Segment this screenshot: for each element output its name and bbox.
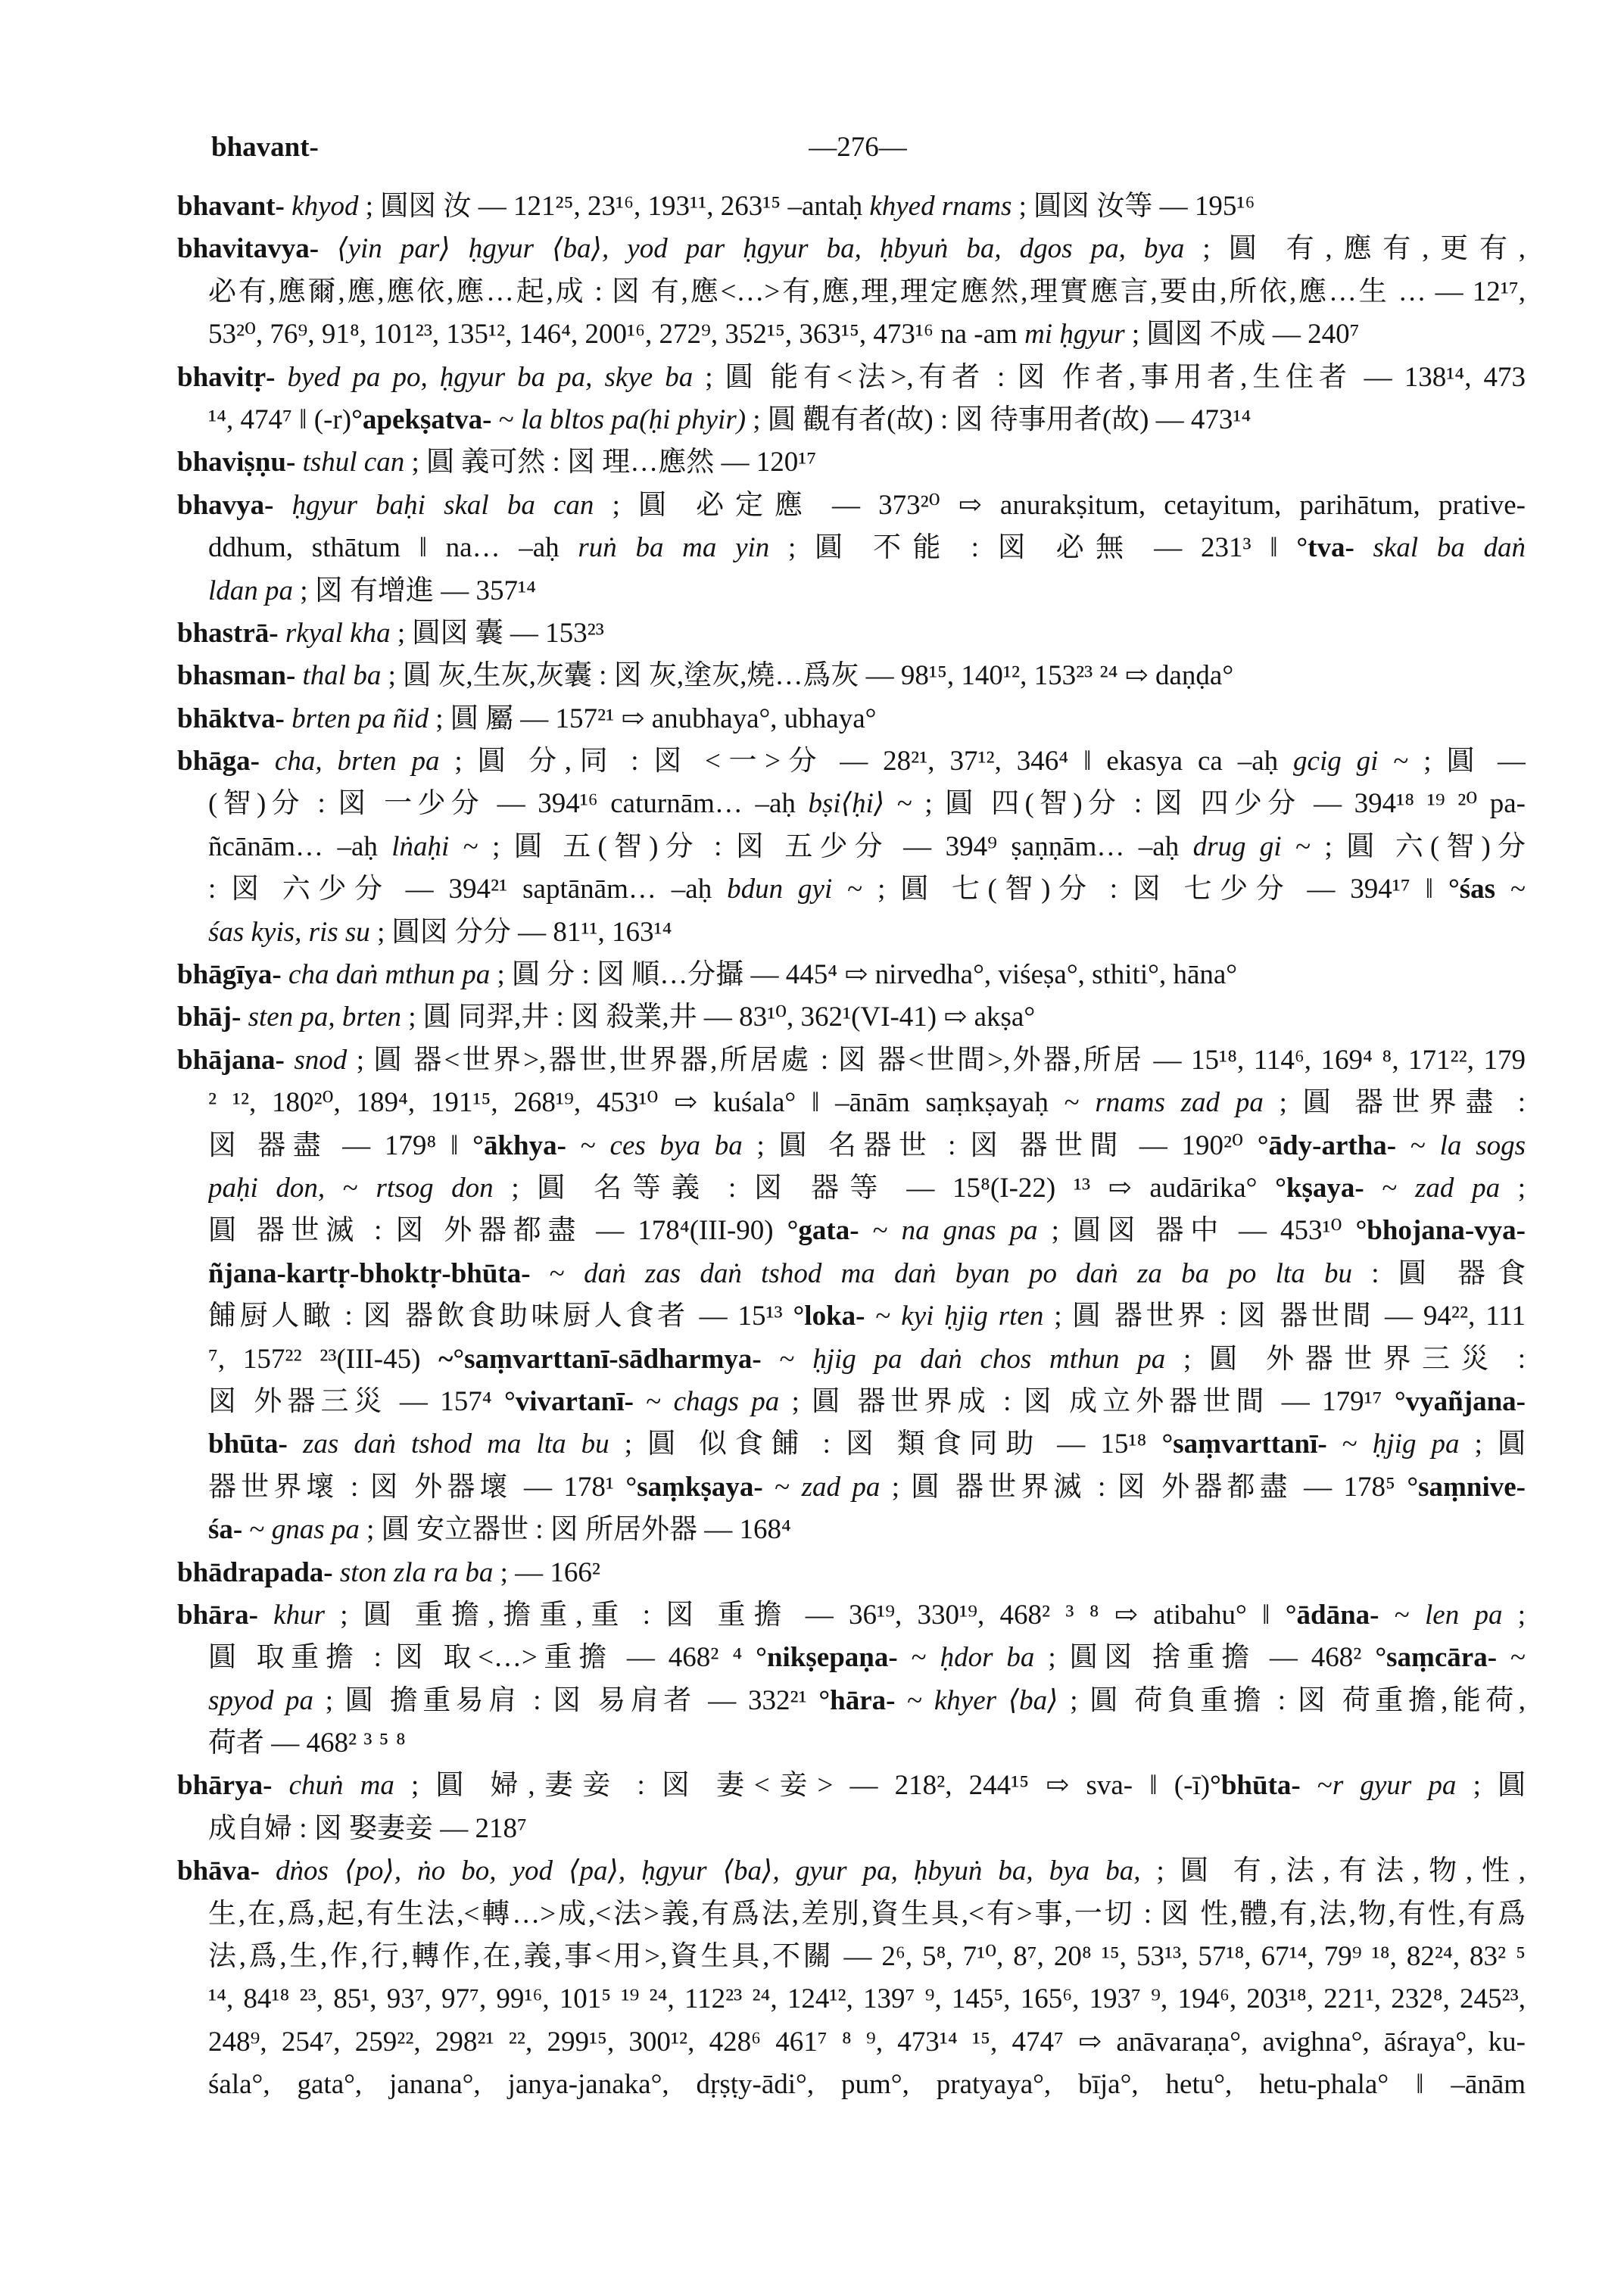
text-run: ; 圓図 囊 — 153²³ [390,617,604,649]
dictionary-entry [177,740,1526,954]
sanskrit-term: śa- [208,1514,243,1546]
tibetan-term: rnams zad pa [1095,1087,1264,1119]
sanskrit-term: °saṃvarttanī- [1161,1428,1327,1460]
tibetan-term: byed pa po, ḥgyur ba pa, skye ba [287,361,694,393]
entry-continuation-line [208,1167,1526,1210]
tibetan-term: skal ba daṅ [1373,532,1526,564]
tibetan-term: thal ba [302,660,382,692]
text-run: 図 器盡 — 179⁸ ‖ [208,1129,473,1161]
tibetan-term: la sogs [1439,1129,1526,1161]
text-run: ~ [530,1257,584,1289]
entry-continuation-line [208,1893,1526,1936]
tibetan-term: paḥi don, [208,1172,326,1204]
text-run: 餔厨人瞰 : 図 器飲食助味厨人食者 — 15¹³ [208,1301,793,1332]
sanskrit-term: bhaviṣṇu- [177,447,303,478]
entry-continuation-line [208,1978,1526,2020]
entry-head-line [177,1594,1526,1637]
entry-head-line [177,1039,1526,1082]
text-run: ; 圓図 捨重擔 — 468² [1034,1642,1376,1674]
dictionary-entry [177,357,1526,442]
tibetan-term: zad pa [801,1471,881,1503]
tibetan-term: chuṅ ma [288,1770,394,1802]
text-run: ~ [1396,1129,1440,1161]
entry-head-line [177,740,1526,783]
text-run: ~ [566,1129,610,1161]
text-run: ; 圓 灰,生灰,灰囊 : 図 灰,塗灰,燒…爲灰 — 98¹⁵, 140¹², 153²³ ²⁴ ⇨ daṇḍa° [381,660,1234,692]
entry-continuation-line [208,271,1526,313]
text-run: ~ [1326,1428,1373,1460]
sanskrit-term: bhādrapada- [177,1556,340,1588]
tibetan-term: r gyur pa [1332,1770,1457,1802]
entry-continuation-line [208,868,1526,911]
entry-continuation-line [208,2064,1526,2106]
sanskrit-term: °ādāna- [1285,1599,1379,1631]
sanskrit-term: °saṃcāra- [1375,1642,1498,1674]
entry-continuation-line [208,1423,1526,1466]
text-run: ~ ; 圓 七(智)分 : 図 七少分 — 394¹⁷ ‖ [832,874,1448,905]
dictionary-entry [177,441,1526,484]
text-run: ; 圓 觀有者(故) : 図 待事用者(故) — 473¹⁴ [746,403,1252,435]
text-run: ; — 166² [493,1556,601,1588]
text-run: 圓 取重擔 : 図 取<…>重擔 — 468² ⁴ [208,1642,756,1674]
entry-continuation-line [208,1338,1526,1381]
text-run: ; 圓 重擔,擔重,重 : 図 重擔 — 36¹⁹, 330¹⁹, 468² ³ ⁸ ⇨ atibahu° ‖ [324,1599,1286,1631]
sanskrit-term: °apekṣatva- [351,403,492,435]
tibetan-term: gcig gi [1293,746,1379,777]
page-number: —276— [809,132,907,163]
text-run: 器世界壞 : 図 外器壞 — 178¹ [208,1471,626,1503]
dictionary-entry [177,996,1526,1039]
sanskrit-term: °kṣaya- [1275,1172,1364,1204]
sanskrit-term: °bhūta- [1210,1770,1301,1802]
tibetan-term: zad pa [1415,1172,1501,1204]
text-run: 生,在,爲,起,有生法,<轉…>成,<法>義,有爲法,差別,資生具,<有>事,一切 : 図 性,體,有,法,物,有性,有爲 [208,1898,1526,1930]
tibetan-term: mi ḥgyur [1024,319,1125,350]
text-run: ; 圓 有,應有,更有, [1184,233,1526,265]
text-run: ; 圓 擔重易肩 : 図 易肩者 — 332²¹ [313,1684,819,1716]
tibetan-term: khyed rnams [869,191,1012,222]
sanskrit-term: ~°saṃvarttanī-sādharmya- [438,1343,762,1375]
dictionary-entries [177,185,1526,2107]
tibetan-term: cha, brten pa [274,746,440,777]
dictionary-entry [177,655,1526,697]
text-run: ; 圓 屬 — 157²¹ ⇨ anubhaya°, ubhaya° [429,703,877,734]
text-run: ; 圓 器世界滅 : 図 外器都盡 — 178⁵ [880,1471,1407,1503]
sanskrit-term: °nikṣepaṇa- [756,1642,898,1674]
sanskrit-term: bhavitṛ- [177,361,288,393]
entry-head-line [177,228,1526,270]
sanskrit-term: °ākhya- [472,1129,566,1161]
text-run: ~ [1495,874,1526,905]
dictionary-entry [177,185,1526,228]
entry-continuation-line [208,1210,1526,1252]
sanskrit-term: °śas [1448,874,1496,905]
text-run: ; 圓 有,法,有法,物,性, [1140,1855,1526,1887]
sanskrit-term: °ādy-artha- [1257,1129,1397,1161]
tibetan-term: ḥdor ba [940,1642,1035,1674]
entry-continuation-line [208,1936,1526,1978]
tibetan-term: khyer ⟨ba⟩ [934,1684,1058,1716]
text-run: śala°, gata°, janana°, janya-janaka°, dṛṣṭy-ādi°, pum°, pratyaya°, bīja°, hetu°, hetu-phala° ‖ –ānām [208,2069,1526,2101]
tibetan-term: ces bya ba [609,1129,743,1161]
text-run: ; 圓 能有<法>,有者 : 図 作者,事用者,生住者 — 138¹⁴, 473 [693,361,1526,393]
text-run: ~ [897,1642,940,1674]
text-run: 248⁹, 254⁷, 259²², 298²¹ ²², 299¹⁵, 300¹², 428⁶ 461⁷ ⁸ ⁹, 473¹⁴ ¹⁵, 474⁷ ⇨ anāvaraṇa°, avighna°, āśraya°, ku- [208,2026,1526,2058]
tibetan-term: ḥgyur baḥi skal ba can [291,489,594,521]
dictionary-entry [177,698,1526,740]
entry-head-line [177,996,1526,1039]
text-run: ; 圓 分,同 : 図 <一>分 — 28²¹, 37¹², 346⁴ ‖ ekasya ca –aḥ [439,746,1294,777]
sanskrit-term: bhastrā- [177,617,285,649]
tibetan-term: ldan pa [208,575,294,606]
tibetan-term: sten pa, brten [248,1002,402,1033]
tibetan-term: ruṅ ba ma yin [578,532,770,564]
sanskrit-term: °vyañjana- [1394,1385,1526,1417]
entry-continuation-line [208,1125,1526,1167]
text-run: 必有,應爾,應,應依,應…起,成 : 図 有,應<…>有,應,理,理定應然,理實應言,要由,所依,應…生 … — 12¹⁷, [208,276,1526,307]
entry-continuation-line [208,911,1526,954]
text-run: ; 圓 同羿,井 : 図 殺業,井 — 83¹⁰, 362¹(VI-41) ⇨ akṣa° [401,1002,1036,1033]
text-run: ; 圓 外器世界三災 : [1165,1343,1526,1375]
text-run: ~ [1300,1770,1333,1802]
text-run: ~ [1497,1642,1526,1674]
sanskrit-term: °saṃkṣaya- [625,1471,763,1503]
text-run: ~ ; 圓 四(智)分 : 図 四少分 — 394¹⁸ ¹⁹ ²⁰ pa- [884,788,1526,820]
sanskrit-term: ñjana-kartṛ-bhoktṛ-bhūta- [208,1257,531,1289]
text-run: ; 圓 安立器世 : 図 所居外器 — 168⁴ [359,1514,791,1546]
text-run: ~ ; 圓 六(智)分 [1281,830,1526,862]
sanskrit-term: bhūta- [208,1428,288,1460]
text-run: ; 圓 似食餔 : 図 類食同助 — 15¹⁸ [609,1428,1162,1460]
tibetan-term: na gnas pa [901,1215,1038,1247]
dictionary-entry [177,612,1526,655]
dictionary-entry [177,1039,1526,1552]
dictionary-entry [177,228,1526,356]
tibetan-term: dṅos ⟨po⟩, ṅo bo, yod ⟨pa⟩, ḥgyur ⟨ba⟩, gyur pa, ḥbyuṅ ba, bya ba, [276,1855,1141,1887]
entry-head-line [177,441,1526,484]
tibetan-term: ston zla ra ba [339,1556,494,1588]
entry-head-line [177,612,1526,655]
text-run: ddhum, sthātum ‖ na… –aḥ [208,532,578,564]
dictionary-entry [177,1552,1526,1594]
text-run: ~ ; 圓 — [1378,746,1526,777]
tibetan-term: śas kyis, ris su [208,916,370,948]
text-run [288,1428,303,1460]
sanskrit-term: bhāga- [177,746,275,777]
running-head: bhavant- [211,132,319,163]
entry-head-line [177,698,1526,740]
tibetan-term: khyod [291,191,359,222]
sanskrit-term: °vivartanī- [503,1385,634,1417]
tibetan-term: zas daṅ tshod ma lta bu [302,1428,609,1460]
dictionary-entry [177,1850,1526,2106]
text-run: ~ [491,403,522,435]
text-run: 53²⁰, 76⁹, 91⁸, 101²³, 135¹², 146⁴, 200¹⁶, 272⁹, 352¹⁵, 363¹⁵, 473¹⁶ na -am [208,319,1025,350]
tibetan-term: cha daṅ mthun pa [288,959,491,991]
text-run: ² ¹², 180²⁰, 189⁴, 191¹⁵, 268¹⁹, 453¹⁰ ⇨ kuśala° ‖ –ānām saṃkṣayaḥ ~ [208,1087,1096,1119]
entry-head-line [177,954,1526,996]
entry-continuation-line [208,399,1526,441]
tibetan-term: bdun gyi [727,874,833,905]
entry-head-line [177,484,1526,527]
entry-head-line [177,357,1526,399]
entry-head-line [177,1850,1526,1893]
entry-continuation-line [208,1295,1526,1338]
entry-head-line [177,655,1526,697]
sanskrit-term: bhāktva- [177,703,292,734]
text-run: ; 圓 [1459,1428,1526,1460]
text-run: ; 圓 名等義 : 図 器等 — 15⁸(I-22) ¹³ ⇨ audārika° [493,1172,1276,1204]
dictionary-entry [177,954,1526,996]
text-run: ~ [762,1471,802,1503]
sanskrit-term: °tva- [1296,532,1373,564]
entry-continuation-line [208,783,1526,825]
sanskrit-term: bhāva- [177,1855,276,1887]
text-run: ; [1500,1172,1526,1204]
text-run: ; 圓図 不成 — 240⁷ [1124,319,1360,350]
sanskrit-term: bhārya- [177,1770,289,1802]
text-run: ~ [1379,1599,1426,1631]
text-run: 圓 器世滅 : 図 外器都盡 — 178⁴(III-90) [208,1215,787,1247]
entry-continuation-line [208,2021,1526,2064]
text-run: ; 圓 器世界成 : 図 成立外器世間 — 179¹⁷ [779,1385,1395,1417]
text-run: ~ [242,1514,272,1546]
entry-continuation-line [208,1082,1526,1124]
dictionary-entry [177,1594,1526,1765]
text-run: 図 外器三災 — 157⁴ [208,1385,504,1417]
tibetan-term: drug gi [1192,830,1282,862]
sanskrit-term: bhājana- [177,1044,295,1076]
text-run: ; 圓 器<世界>,器世,世界器,所居處 : 図 器<世間>,外器,所居 — 15¹⁸, 114⁶, 169⁴ ⁸, 171²², 179 [347,1044,1526,1076]
text-run: ; 圓図 器中 — 453¹⁰ [1037,1215,1356,1247]
text-run: ; 圓 分 : 図 順…分攝 — 445⁴ ⇨ nirvedha°, viśeṣa°, sthiti°, hāna° [490,959,1238,991]
text-run: ; 圓 器世界 : 図 器世間 — 94²², 111 [1043,1301,1526,1332]
entry-continuation-line [208,570,1526,612]
entry-continuation-line [208,826,1526,868]
text-run: ⁷, 157²² ²³(III-45) [208,1343,439,1375]
text-run: ~ [633,1385,674,1417]
tibetan-term: ḥjig pa [1372,1428,1460,1460]
tibetan-term: lṅaḥi [391,830,450,862]
text-run: 成自婦 : 図 娶妻妾 — 218⁷ [208,1812,527,1844]
sanskrit-term: bhāgīya- [177,959,289,991]
text-run: ~ [895,1684,934,1716]
text-run: ; 圓 義可然 : 図 理…應然 — 120¹⁷ [404,447,817,478]
tibetan-term: brten pa ñid [291,703,429,734]
text-run: ¹⁴, 474⁷ ‖ (-r) [208,403,352,435]
tibetan-term: kyi ḥjig rten [901,1301,1044,1332]
tibetan-term: la bltos pa(ḥi phyir) [521,403,747,435]
entry-continuation-line [208,1637,1526,1679]
text-run: ; 圓図 分分 — 81¹¹, 163¹⁴ [369,916,672,948]
sanskrit-term: °bhojana-vya- [1355,1215,1526,1247]
text-run: ~ [325,1172,376,1204]
entry-continuation-line [208,527,1526,569]
entry-continuation-line [208,1808,1526,1850]
sanskrit-term: bhavitavya- [177,233,338,265]
entry-continuation-line [208,313,1526,356]
sanskrit-term: °hāra- [818,1684,896,1716]
entry-continuation-line [208,1466,1526,1509]
entry-head-line [177,1552,1526,1594]
tibetan-term: snod [294,1044,348,1076]
entry-head-line [177,185,1526,228]
dictionary-entry [177,484,1526,612]
tibetan-term: rkyal kha [285,617,391,649]
text-run: ~ [1364,1172,1416,1204]
tibetan-term: spyod pa [208,1684,314,1716]
text-run: ¹⁴, 84¹⁸ ²³, 85¹, 93⁷, 97⁷, 99¹⁶, 101⁵ ¹⁹ ²⁴, 112²³ ²⁴, 124¹², 139⁷ ⁹, 145⁵, 165⁶, 193⁷ ⁹, 194⁶, 203¹⁸, 221¹, 232⁸, 245²³, [208,1983,1526,2015]
entry-continuation-line [208,1722,1526,1765]
text-run: (智)分 : 図 一少分 — 394¹⁶ caturnām… –aḥ [208,788,809,820]
text-run: : 圓 器食 [1351,1257,1526,1289]
text-run: ~ [761,1343,813,1375]
text-run: 荷者 — 468² ³ ⁵ ⁸ [208,1728,406,1759]
text-run: ; [1502,1599,1526,1631]
text-run: ; 圓 [1456,1770,1526,1802]
entry-continuation-line [208,1253,1526,1295]
tibetan-term: tshul can [302,447,405,478]
text-run: ; 圓 荷負重擔 : 図 荷重擔,能荷, [1058,1684,1526,1716]
text-run: 法,爲,生,作,行,轉作,在,義,事<用>,資生具,不關 — 2⁶, 5⁸, 7¹⁰, 8⁷, 20⁸ ¹⁵, 53¹³, 57¹⁸, 67¹⁴, 79⁹ ¹⁸, 82²⁴, 83² ⁵ [208,1941,1526,1973]
tibetan-term: rtsog don [376,1172,494,1204]
tibetan-term: ḥjig pa daṅ chos mthun pa [812,1343,1166,1375]
sanskrit-term: bhavya- [177,489,292,521]
text-run: ; 圓図 汝等 — 195¹⁶ [1011,191,1255,222]
entry-head-line [177,1765,1526,1807]
text-run: ~ [859,1215,902,1247]
entry-continuation-line [208,1680,1526,1722]
sanskrit-term: °loka- [793,1301,865,1332]
tibetan-term: ⟨yin par⟩ ḥgyur ⟨ba⟩, yod par ḥgyur ba, ḥbyuṅ ba, dgos pa, bya [337,233,1185,265]
text-run: ñcānām… –aḥ [208,830,392,862]
text-run: ; 圓 不能 : 図 必無 — 231³ ‖ [769,532,1297,564]
tibetan-term: khur [273,1599,325,1631]
sanskrit-term: °gata- [787,1215,859,1247]
text-run: ; 圓 名器世 : 図 器世間 — 190²⁰ [742,1129,1258,1161]
tibetan-term: daṅ zas daṅ tshod ma daṅ byan po daṅ za ba po lta bu [584,1257,1352,1289]
dictionary-entry [177,1765,1526,1850]
sanskrit-term: bhavant- [177,191,292,222]
entry-continuation-line [208,1381,1526,1423]
text-run: ; 図 有增進 — 357¹⁴ [293,575,537,606]
tibetan-term: chags pa [673,1385,780,1417]
sanskrit-term: bhāra- [177,1599,274,1631]
sanskrit-term: bhasman- [177,660,303,692]
text-run: ~ [865,1301,902,1332]
text-run: ; 圓 婦,妻妾 : 図 妻<妾> — 218², 244¹⁵ ⇨ sva- ‖ (-ī) [394,1770,1211,1802]
entry-continuation-line [208,1509,1526,1551]
text-run: ; 圓図 汝 — 121²⁵, 23¹⁶, 193¹¹, 263¹⁵ –antaḥ [358,191,870,222]
sanskrit-term: °saṃnive- [1407,1471,1526,1503]
text-run: : 図 六少分 — 394²¹ saptānām… –aḥ [208,874,728,905]
sanskrit-term: bhāj- [177,1002,248,1033]
text-run: ; 圓 必定應 — 373²⁰ ⇨ anurakṣitum, cetayitum, parihātum, prative- [594,489,1526,521]
tibetan-term: gnas pa [271,1514,360,1546]
tibetan-term: bṣi⟨ḥi⟩ [808,788,885,820]
text-run: ; 圓 器世界盡 : [1263,1087,1526,1119]
text-run: ~ ; 圓 五(智)分 : 図 五少分 — 394⁹ ṣaṇṇām… –aḥ [449,830,1193,862]
tibetan-term: len pa [1425,1599,1503,1631]
